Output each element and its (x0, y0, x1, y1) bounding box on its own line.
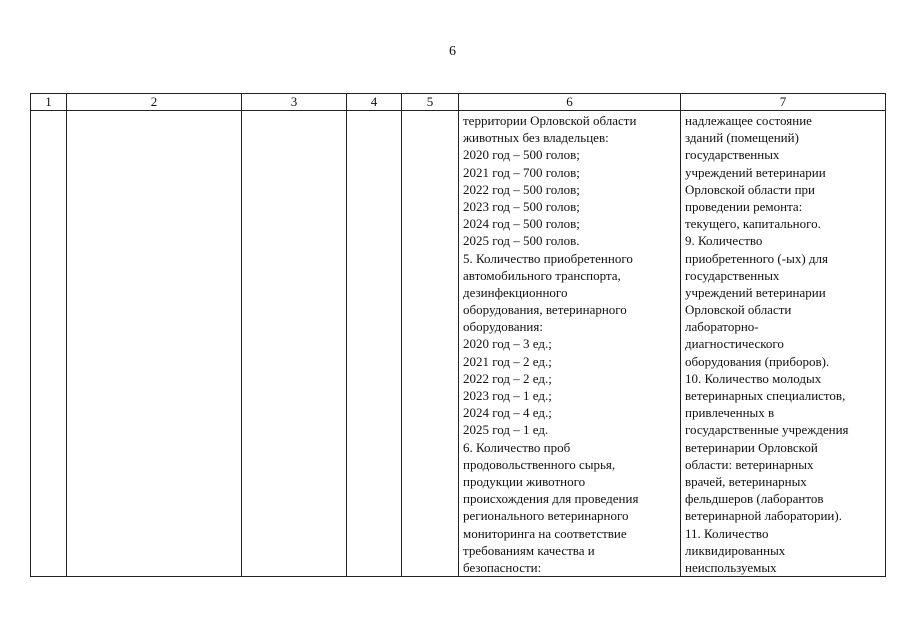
text-line: неиспользуемых (685, 559, 777, 575)
cell-col-3 (242, 111, 347, 577)
column-header-1: 1 (31, 94, 67, 111)
text-line: требованиям качества и (463, 542, 595, 558)
text-line: ветеринарии Орловской (685, 439, 818, 455)
text-line: области: ветеринарных (685, 456, 814, 472)
text-line: Орловской области (685, 302, 792, 318)
column-header-4: 4 (347, 94, 402, 111)
text-line: диагностического (685, 336, 784, 352)
text-line: 2023 год – 500 голов; (463, 198, 580, 214)
text-line: проведении ремонта: (685, 198, 803, 214)
column-header-5: 5 (402, 94, 459, 111)
cell-col-5 (402, 111, 459, 577)
text-line: фельдшеров (лаборантов (685, 491, 824, 507)
text-line: зданий (помещений) (685, 130, 799, 146)
text-line: Орловской области при (685, 181, 816, 197)
text-line: учреждений ветеринарии (685, 164, 826, 180)
text-line: дезинфекционного (463, 284, 568, 300)
text-line: происхождения для проведения (463, 491, 639, 507)
text-line: продукции животного (463, 473, 586, 489)
text-line: продовольственного сырья, (463, 456, 616, 472)
cell-col-2 (67, 111, 242, 577)
text-line: территории Орловской области (463, 113, 637, 128)
column-number-row (31, 94, 886, 111)
text-line: государственные учреждения (685, 422, 849, 438)
text-line: безопасности: (463, 559, 542, 575)
text-line: ветеринарных специалистов, (685, 388, 846, 403)
text-line: текущего, капитального. (685, 216, 821, 232)
text-line: государственных (685, 147, 780, 163)
text-line: 2021 год – 2 ед.; (463, 353, 552, 369)
column-header-6: 6 (459, 94, 681, 111)
text-line: животных без владельцев: (463, 130, 609, 146)
column-header-2: 2 (67, 94, 242, 111)
text-line: оборудования (приборов). (685, 353, 830, 369)
text-line: 2025 год – 1 ед. (463, 422, 549, 438)
text-line: 2021 год – 700 голов; (463, 164, 580, 180)
text-line: мониторинга на соответствие (463, 525, 627, 541)
text-line: 2022 год – 500 голов; (463, 181, 580, 197)
text-line: 9. Количество (685, 233, 763, 249)
text-line: ликвидированных (685, 542, 786, 558)
text-line: оборудования, ветеринарного (463, 302, 627, 318)
cell-col-7 (681, 111, 886, 577)
cell-col-4 (347, 111, 402, 577)
text-line: врачей, ветеринарных (685, 473, 807, 489)
text-line: привлеченных в (685, 405, 775, 421)
cell-col-1 (31, 111, 67, 577)
indicator-values-text (459, 111, 680, 576)
table-row (31, 111, 886, 577)
text-line: автомобильного транспорта, (463, 267, 621, 283)
text-line: 6. Количество проб (463, 439, 571, 455)
text-line: регионального ветеринарного (463, 508, 629, 524)
page-number: 6 (449, 44, 456, 59)
indicator-descriptions-text (681, 111, 885, 576)
text-line: 2024 год – 500 голов; (463, 216, 580, 232)
text-line: 2023 год – 1 ед.; (463, 388, 552, 403)
text-line: 2025 год – 500 голов. (463, 233, 580, 249)
text-line: приобретенного (-ых) для (685, 250, 828, 266)
text-line: государственных (685, 267, 780, 283)
text-line: 2020 год – 500 голов; (463, 147, 580, 163)
text-line: 11. Количество (685, 525, 769, 541)
text-line: 2020 год – 3 ед.; (463, 336, 552, 352)
column-header-3: 3 (242, 94, 347, 111)
text-line: 5. Количество приобретенного (463, 250, 633, 266)
text-line: 2024 год – 4 ед.; (463, 405, 552, 421)
text-line: оборудования: (463, 319, 543, 335)
text-line: 2022 год – 2 ед.; (463, 370, 552, 386)
cell-col-6 (459, 111, 681, 577)
text-line: лабораторно- (685, 319, 759, 335)
program-table (30, 93, 886, 577)
text-line: 10. Количество молодых (685, 370, 822, 386)
text-line: учреждений ветеринарии (685, 284, 826, 300)
text-line: ветеринарной лаборатории). (685, 508, 842, 524)
column-header-7: 7 (681, 94, 886, 111)
text-line: надлежащее состояние (685, 113, 812, 128)
